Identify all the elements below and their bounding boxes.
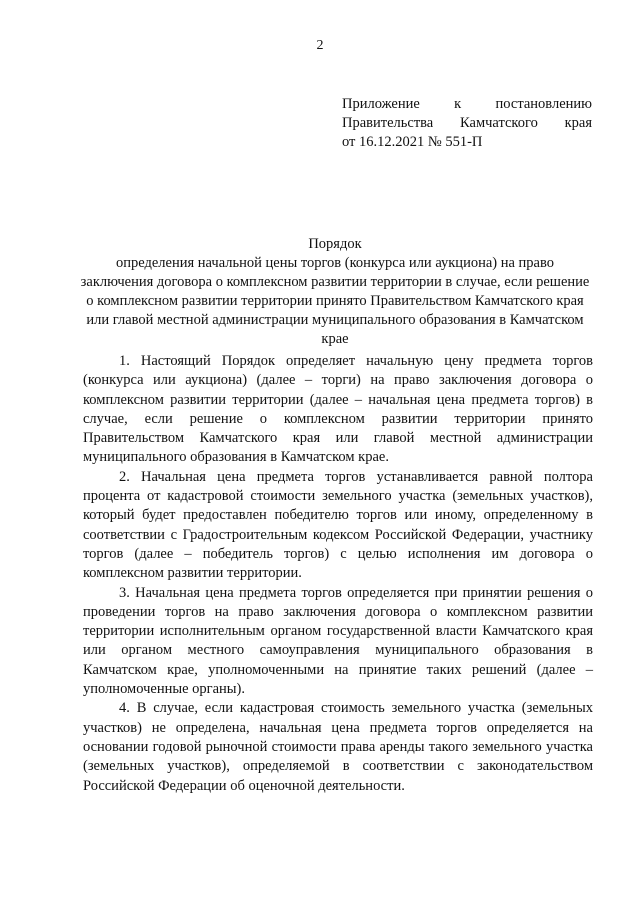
paragraph-2: 2. Начальная цена предмета торгов устанавливается равной полтора процента от кадастровой стоимости земельного участка (земельных участков), который будет предоставлен победителю торгов или иному, определенному в соответствии с Градостроительным кодексом Российской Федерации, участнику торгов (далее – победитель торгов) с целью исполнения им договора о комплексном развитии территории.: [83, 468, 593, 582]
document-heading: Порядок: [308, 236, 362, 252]
paragraph-3: 3. Начальная цена предмета торгов определяется при принятии решения о проведении торгов на право заключения договора о комплексном развитии территории исполнительным органом государственной власти Камчатского края или органом местного самоуправления муниципального образования в Камчатском крае, уполномоченными на принятие таких решений (далее – уполномоченные органы).: [83, 584, 593, 698]
paragraph-4: 4. В случае, если кадастровая стоимость земельного участка (земельных участков) не определена, начальная цена предмета торгов определяется на основании годовой рыночной стоимости права аренды такого земельного участка (земельных участков), определяемой в соответствии с законодательством Российской Федерации об оценочной деятельности.: [83, 700, 593, 794]
document-body: [83, 352, 593, 796]
document-subtitle: определения начальной цены торгов (конкурса или аукциона) на право заключения договора о комплексном развитии территории в случае, если решение о комплексном развитии территории принято Правительством Камчатского края или главой местной администрации муниципального образования в Камчатском крае: [80, 255, 590, 347]
appendix-note: [342, 95, 592, 152]
page-number: 2: [316, 38, 324, 53]
appendix-line-2: Правительства Камчатского края: [342, 115, 592, 131]
appendix-line-3: от 16.12.2021 № 551-П: [342, 134, 483, 150]
paragraph-1: 1. Настоящий Порядок определяет начальную цену предмета торгов (конкурса или аукциона) (далее – торги) на право заключения договора о комплексном развитии территории (далее – начальная цена предмета торгов) в случае, если решение о комплексном развитии территории принято Правительством Камчатского края или главой местной администрации муниципального образования в Камчатском крае.: [83, 353, 593, 466]
appendix-line-1: Приложение к постановлению: [342, 96, 592, 112]
document-title-block: [80, 235, 590, 349]
